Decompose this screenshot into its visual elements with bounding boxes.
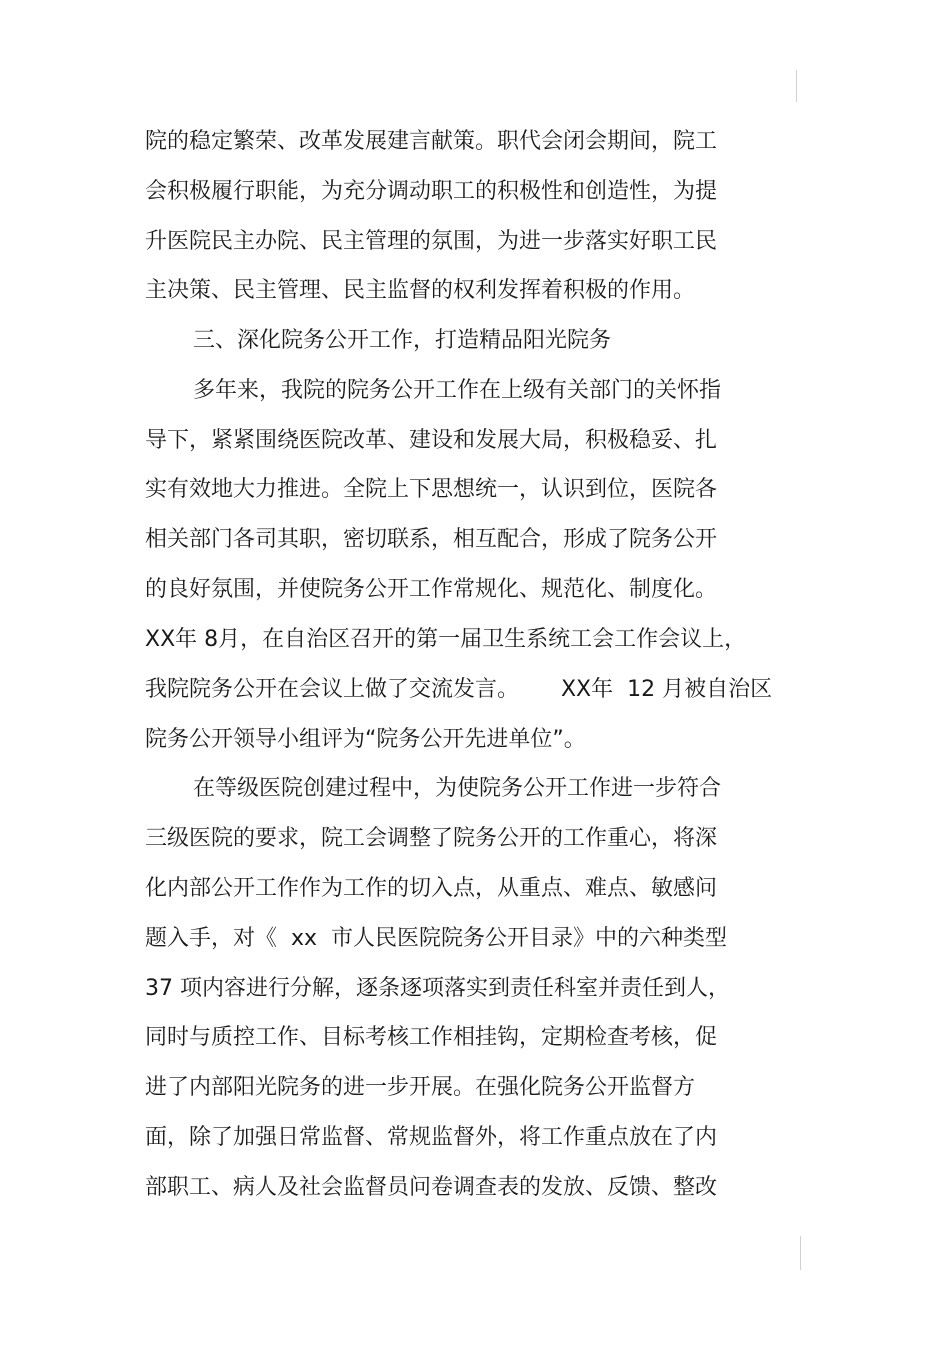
text-line: 主决策、民主管理、民主监督的权利发挥着积极的作用。 (145, 278, 696, 303)
page-margin-mark-bottom (800, 1236, 801, 1270)
text-line: 院的稳定繁荣、改革发展建言献策。职代会闭会期间，院工 (145, 129, 718, 154)
text-line: 进了内部阳光院务的进一步开展。在强化院务公开监督方 (145, 1075, 696, 1100)
text-line: 导下，紧紧围绕医院改革、建设和发展大局，积极稳妥、扎 (145, 428, 718, 453)
text-line: 三级医院的要求，院工会调整了院务公开的工作重心，将深 (145, 826, 718, 851)
text-line: XX年 8月，在自治区召开的第一届卫生系统工会工作会议上， (145, 627, 747, 652)
text-line: 同时与质控工作、目标考核工作相挂钩，定期检查考核，促 (145, 1025, 718, 1050)
text-line: 题入手，对《 xx 市人民医院院务公开目录》中的六种类型 (145, 926, 728, 951)
text-line: 部职工、病人及社会监督员问卷调查表的发放、反馈、整改 (145, 1175, 718, 1200)
text-line: 实有效地大力推进。全院上下思想统一，认识到位，医院各 (145, 477, 718, 502)
text-line: 升医院民主办院、民主管理的氛围，为进一步落实好职工民 (145, 229, 718, 254)
text-line: 多年来，我院的院务公开工作在上级有关部门的关怀指 (193, 378, 722, 403)
text-line: 在等级医院创建过程中，为使院务公开工作进一步符合 (193, 776, 722, 801)
text-line: 37 项内容进行分解，逐条逐项落实到责任科室并责任到人， (145, 976, 730, 1001)
text-line: 面，除了加强日常监督、常规监督外，将工作重点放在了内 (145, 1125, 718, 1150)
section-heading: 三、深化院务公开工作，打造精品阳光院务 (193, 328, 612, 353)
page-margin-mark-top (796, 70, 797, 102)
text-line: 我院院务公开在会议上做了交流发言。 XX年 12 月被自治区 (145, 677, 773, 702)
text-line: 会积极履行职能，为充分调动职工的积极性和创造性，为提 (145, 179, 718, 204)
text-line: 化内部公开工作作为工作的切入点，从重点、难点、敏感问 (145, 876, 718, 901)
text-line: 相关部门各司其职，密切联系，相互配合，形成了院务公开 (145, 527, 718, 552)
text-line: 的良好氛围，并使院务公开工作常规化、规范化、制度化。 (145, 577, 718, 602)
text-line: 院务公开领导小组评为“院务公开先进单位”。 (145, 727, 586, 752)
